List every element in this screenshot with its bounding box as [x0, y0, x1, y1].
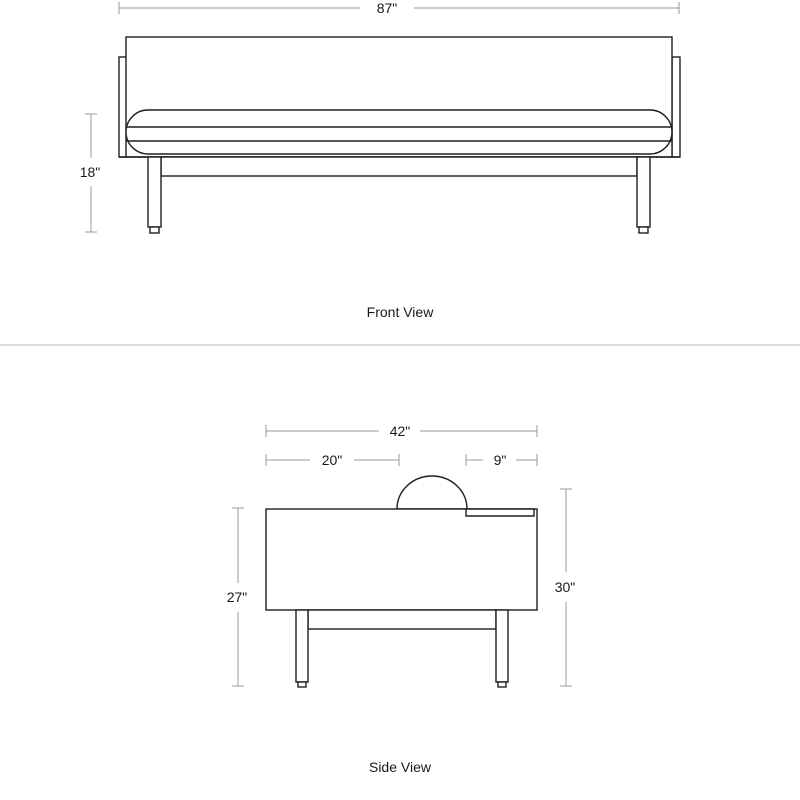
side-arm-dimension: [466, 452, 537, 468]
front-view-caption: Front View: [366, 304, 434, 320]
side-stretcher: [308, 610, 496, 629]
side-depth-dimension: [266, 423, 537, 439]
side-front-foot: [298, 682, 306, 687]
side-view-caption: Side View: [368, 759, 432, 775]
front-width-dimension: [119, 0, 679, 16]
front-width-label: 87": [376, 0, 398, 16]
side-arm-height-label: 27": [226, 589, 248, 605]
side-body: [266, 509, 537, 610]
front-seat-height-label: 18": [79, 164, 101, 180]
front-seat-height-dimension: [80, 114, 101, 232]
side-front-leg: [296, 610, 308, 682]
side-overall-height-dimension: [555, 489, 576, 686]
back-top-plate: [466, 509, 534, 516]
seat-cushion: [126, 110, 672, 154]
front-left-leg: [148, 157, 161, 227]
front-view: [80, 0, 680, 320]
sofa-front-drawing: [119, 37, 680, 233]
side-depth-label: 42": [389, 423, 411, 439]
side-seat-depth-label: 20": [321, 452, 343, 468]
side-view: [227, 423, 576, 775]
side-seat-depth-dimension: [266, 452, 399, 468]
front-right-leg: [637, 157, 650, 227]
side-back-foot: [498, 682, 506, 687]
sofa-side-drawing: [266, 476, 537, 687]
front-left-foot: [150, 227, 159, 233]
side-overall-height-label: 30": [554, 579, 576, 595]
side-arm-height-dimension: [227, 508, 248, 686]
front-right-foot: [639, 227, 648, 233]
front-stretcher: [161, 157, 637, 176]
right-arm: [672, 57, 680, 157]
side-arm-label: 9": [493, 452, 507, 468]
side-back-leg: [496, 610, 508, 682]
back-cushion: [397, 476, 467, 509]
